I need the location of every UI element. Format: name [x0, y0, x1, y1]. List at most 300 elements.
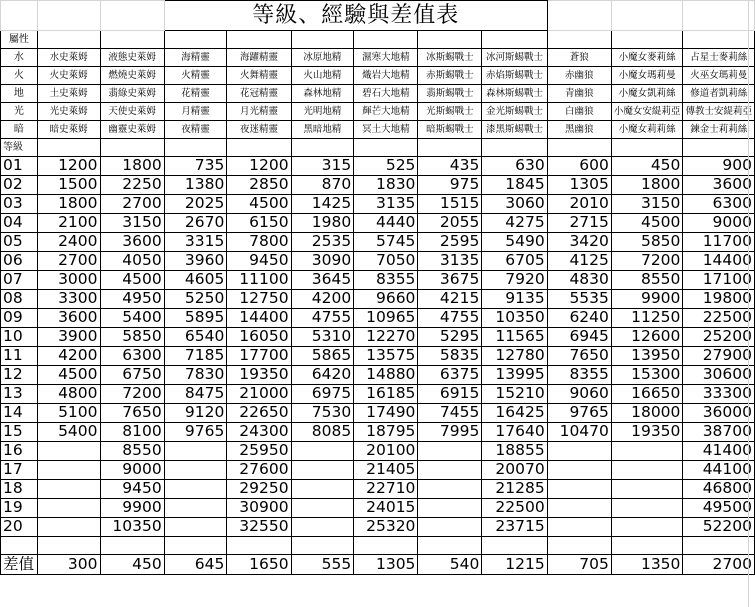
attribute-label: 水: [1, 49, 38, 67]
exp-value-cell: 19800: [683, 290, 755, 309]
title-spacer-left: [100, 1, 164, 31]
exp-value-cell: 16050: [227, 328, 291, 347]
exp-value-cell: [291, 518, 354, 537]
exp-value-cell: 9060: [547, 385, 611, 404]
exp-value-cell: 630: [482, 157, 547, 176]
exp-value-cell: 3060: [482, 195, 547, 214]
exp-value-cell: 2535: [291, 233, 354, 252]
exp-value-cell: 3135: [418, 252, 482, 271]
exp-value-cell: 41400: [683, 442, 755, 461]
exp-value-cell: 8085: [291, 423, 354, 442]
level-number: 05: [1, 233, 38, 252]
monster-name-cell: 月精靈: [164, 103, 227, 121]
monster-name-cell: 碧石大地精: [354, 85, 418, 103]
exp-value-cell: 4500: [100, 271, 164, 290]
exp-value-cell: 7800: [227, 233, 291, 252]
header-blank-cell: [418, 139, 482, 157]
spacer-cell: [100, 537, 164, 555]
monster-name-cell: 傳教士安緹莉亞: [683, 103, 755, 121]
exp-value-cell: 5850: [100, 328, 164, 347]
spacer-cell: [354, 537, 418, 555]
exp-value-cell: 525: [354, 157, 418, 176]
monster-name-cell: 冥土大地精: [354, 121, 418, 139]
exp-value-cell: [164, 499, 227, 518]
exp-value-cell: [611, 480, 683, 499]
monster-name-cell: 占星士麥莉絲: [683, 49, 755, 67]
monster-name-cell: 花冠精靈: [227, 85, 291, 103]
exp-value-cell: 10350: [100, 518, 164, 537]
exp-value-cell: 4755: [418, 309, 482, 328]
diff-value-cell: 300: [37, 555, 100, 575]
exp-value-cell: 17490: [354, 404, 418, 423]
exp-value-cell: 5745: [354, 233, 418, 252]
diff-value-cell: 2700: [683, 555, 755, 575]
exp-value-cell: 4215: [418, 290, 482, 309]
exp-value-cell: [611, 518, 683, 537]
exp-value-cell: 6705: [482, 252, 547, 271]
exp-value-cell: 17640: [482, 423, 547, 442]
header-blank-cell: [482, 139, 547, 157]
exp-value-cell: 975: [418, 176, 482, 195]
monster-name-cell: 海躍精靈: [227, 49, 291, 67]
header-blank-cell: [611, 31, 683, 49]
exp-value-cell: 11250: [611, 309, 683, 328]
exp-value-cell: 1305: [547, 176, 611, 195]
title-spacer-left: [37, 1, 100, 31]
monster-name-cell: 火山地精: [291, 67, 354, 85]
exp-value-cell: 6750: [100, 366, 164, 385]
diff-value-cell: 705: [547, 555, 611, 575]
monster-name-cell: 翡斯蜴戰士: [418, 85, 482, 103]
exp-value-cell: 5400: [100, 309, 164, 328]
exp-value-cell: 1500: [37, 176, 100, 195]
header-blank-cell: [227, 139, 291, 157]
exp-value-cell: [611, 442, 683, 461]
level-number: 03: [1, 195, 38, 214]
exp-value-cell: 870: [291, 176, 354, 195]
level-row: [1, 290, 755, 309]
spacer-cell: [611, 537, 683, 555]
exp-value-cell: [37, 442, 100, 461]
level-header: 等級: [1, 139, 38, 157]
spacer-cell: [683, 537, 755, 555]
monster-name-cell: 燃燒史萊姆: [100, 67, 164, 85]
diff-value-cell: 1650: [227, 555, 291, 575]
exp-value-cell: 3150: [100, 214, 164, 233]
exp-value-cell: [418, 518, 482, 537]
exp-value-cell: [418, 461, 482, 480]
exp-value-cell: 1830: [354, 176, 418, 195]
attribute-label: 光: [1, 103, 38, 121]
exp-value-cell: [418, 499, 482, 518]
spacer-cell: [164, 537, 227, 555]
monster-name-cell: 修道者凱莉絲: [683, 85, 755, 103]
exp-value-cell: [418, 480, 482, 499]
exp-value-cell: 9000: [100, 461, 164, 480]
exp-value-cell: 24300: [227, 423, 291, 442]
exp-value-cell: 9900: [100, 499, 164, 518]
header-blank-cell: [227, 31, 291, 49]
exp-value-cell: 6945: [547, 328, 611, 347]
exp-value-cell: [164, 461, 227, 480]
attribute-row: [1, 121, 755, 139]
level-number: 11: [1, 347, 38, 366]
level-row: [1, 442, 755, 461]
monster-name-cell: 光斯蜴戰士: [418, 103, 482, 121]
exp-value-cell: 600: [547, 157, 611, 176]
monster-name-cell: 熾岩大地精: [354, 67, 418, 85]
exp-value-cell: 21000: [227, 385, 291, 404]
exp-value-cell: 2850: [227, 176, 291, 195]
exp-value-cell: 4605: [164, 271, 227, 290]
header-blank-cell: [354, 31, 418, 49]
attribute-row: [1, 67, 755, 85]
title-spacer-left: [1, 1, 38, 31]
exp-value-cell: 14880: [354, 366, 418, 385]
header-blank-cell: [683, 31, 755, 49]
spacer-cell: [418, 537, 482, 555]
level-number: 08: [1, 290, 38, 309]
exp-value-cell: 7455: [418, 404, 482, 423]
level-row: [1, 195, 755, 214]
exp-value-cell: 9765: [547, 404, 611, 423]
monster-name-cell: 赤幽狼: [547, 67, 611, 85]
level-row: [1, 309, 755, 328]
diff-label: 差值: [1, 555, 38, 575]
exp-value-cell: 3600: [37, 309, 100, 328]
exp-value-cell: 9450: [227, 252, 291, 271]
exp-value-cell: [37, 461, 100, 480]
exp-value-cell: 7995: [418, 423, 482, 442]
exp-value-cell: 52200: [683, 518, 755, 537]
level-row: [1, 233, 755, 252]
exp-value-cell: 315: [291, 157, 354, 176]
exp-value-cell: 3135: [354, 195, 418, 214]
exp-value-cell: 25200: [683, 328, 755, 347]
exp-value-cell: 12780: [482, 347, 547, 366]
exp-value-cell: 9900: [611, 290, 683, 309]
exp-value-cell: 16650: [611, 385, 683, 404]
monster-name-cell: 金光斯蜴戰士: [482, 103, 547, 121]
attribute-label: 火: [1, 67, 38, 85]
spacer-cell: [1, 537, 38, 555]
exp-value-cell: 2595: [418, 233, 482, 252]
exp-value-cell: 1800: [611, 176, 683, 195]
monster-name-cell: 濕寒大地精: [354, 49, 418, 67]
exp-value-cell: 3600: [683, 176, 755, 195]
level-row: [1, 252, 755, 271]
exp-value-cell: [164, 442, 227, 461]
exp-value-cell: 3675: [418, 271, 482, 290]
monster-name-cell: 翡綠史萊姆: [100, 85, 164, 103]
exp-value-cell: [164, 518, 227, 537]
monster-name-cell: 小魔女莉莉絲: [611, 121, 683, 139]
attribute-row: [1, 49, 755, 67]
monster-name-cell: 漆黑斯蜴戰士: [482, 121, 547, 139]
monster-name-cell: 冰河斯蜴戰士: [482, 49, 547, 67]
header-blank-cell: [291, 31, 354, 49]
exp-value-cell: 9135: [482, 290, 547, 309]
attribute-header: 屬性: [1, 31, 38, 49]
attribute-label: 暗: [1, 121, 38, 139]
monster-name-cell: 火精靈: [164, 67, 227, 85]
exp-value-cell: 7650: [547, 347, 611, 366]
header-blank-cell: [37, 139, 100, 157]
exp-value-cell: 5490: [482, 233, 547, 252]
diff-value-cell: 555: [291, 555, 354, 575]
exp-value-cell: 8550: [611, 271, 683, 290]
exp-value-cell: 6240: [547, 309, 611, 328]
exp-value-cell: 9450: [100, 480, 164, 499]
exp-value-cell: [547, 518, 611, 537]
monster-name-cell: 液態史萊姆: [100, 49, 164, 67]
exp-value-cell: 46800: [683, 480, 755, 499]
exp-value-cell: 3090: [291, 252, 354, 271]
exp-value-cell: 7185: [164, 347, 227, 366]
exp-value-cell: 24015: [354, 499, 418, 518]
exp-value-cell: 1980: [291, 214, 354, 233]
exp-value-cell: 38700: [683, 423, 755, 442]
exp-value-cell: 30900: [227, 499, 291, 518]
level-row: [1, 480, 755, 499]
exp-value-cell: 1845: [482, 176, 547, 195]
exp-value-cell: 9120: [164, 404, 227, 423]
exp-value-cell: [611, 461, 683, 480]
exp-value-cell: 9000: [683, 214, 755, 233]
exp-value-cell: 1380: [164, 176, 227, 195]
exp-value-cell: 27900: [683, 347, 755, 366]
exp-value-cell: 6420: [291, 366, 354, 385]
exp-value-cell: 4500: [611, 214, 683, 233]
exp-value-cell: 10965: [354, 309, 418, 328]
attribute-label: 地: [1, 85, 38, 103]
monster-name-cell: 火舞精靈: [227, 67, 291, 85]
exp-value-cell: [37, 499, 100, 518]
exp-value-cell: 8355: [547, 366, 611, 385]
monster-name-cell: 暗斯蜴戰士: [418, 121, 482, 139]
exp-value-cell: 13995: [482, 366, 547, 385]
exp-value-cell: 7530: [291, 404, 354, 423]
monster-name-cell: 花精靈: [164, 85, 227, 103]
exp-value-cell: 15210: [482, 385, 547, 404]
diff-value-cell: 450: [100, 555, 164, 575]
monster-name-cell: 夜精靈: [164, 121, 227, 139]
level-row: [1, 271, 755, 290]
exp-value-cell: 25950: [227, 442, 291, 461]
monster-name-cell: 黑暗地精: [291, 121, 354, 139]
level-number: 06: [1, 252, 38, 271]
exp-value-cell: 2700: [37, 252, 100, 271]
exp-value-cell: [611, 499, 683, 518]
diff-value-cell: 1215: [482, 555, 547, 575]
exp-value-cell: 22500: [482, 499, 547, 518]
level-row: [1, 366, 755, 385]
header-blank-cell: [611, 139, 683, 157]
exp-value-cell: 17100: [683, 271, 755, 290]
exp-value-cell: 6300: [100, 347, 164, 366]
level-number: 18: [1, 480, 38, 499]
exp-value-cell: 19350: [227, 366, 291, 385]
level-number: 19: [1, 499, 38, 518]
exp-value-cell: 33300: [683, 385, 755, 404]
level-row: [1, 157, 755, 176]
exp-value-cell: 5100: [37, 404, 100, 423]
exp-value-cell: 9660: [354, 290, 418, 309]
exp-value-cell: 4125: [547, 252, 611, 271]
monster-name-cell: 暗史萊姆: [37, 121, 100, 139]
header-blank-cell: [164, 31, 227, 49]
monster-name-cell: 光明地精: [291, 103, 354, 121]
spacer-cell: [37, 537, 100, 555]
level-number: 20: [1, 518, 38, 537]
exp-value-cell: 3300: [37, 290, 100, 309]
exp-value-cell: 7200: [611, 252, 683, 271]
level-row: [1, 328, 755, 347]
header-blank-cell: [547, 31, 611, 49]
level-row: [1, 423, 755, 442]
exp-value-cell: 435: [418, 157, 482, 176]
level-number: 16: [1, 442, 38, 461]
attribute-row: [1, 85, 755, 103]
exp-value-cell: [164, 480, 227, 499]
exp-value-cell: 5310: [291, 328, 354, 347]
title-spacer-right: [547, 1, 611, 31]
exp-value-cell: 7050: [354, 252, 418, 271]
exp-value-cell: 6975: [291, 385, 354, 404]
exp-value-cell: 3600: [100, 233, 164, 252]
exp-value-cell: 4800: [37, 385, 100, 404]
exp-value-cell: 18000: [611, 404, 683, 423]
exp-value-cell: [547, 499, 611, 518]
monster-name-cell: 青幽狼: [547, 85, 611, 103]
exp-value-cell: 5850: [611, 233, 683, 252]
monster-name-cell: 月光精靈: [227, 103, 291, 121]
exp-value-cell: 4500: [37, 366, 100, 385]
spacer-cell: [547, 537, 611, 555]
level-number: 14: [1, 404, 38, 423]
exp-value-cell: 13575: [354, 347, 418, 366]
exp-value-cell: 4200: [37, 347, 100, 366]
exp-value-cell: 6915: [418, 385, 482, 404]
exp-value-cell: 8550: [100, 442, 164, 461]
exp-value-cell: 14400: [683, 252, 755, 271]
exp-value-cell: 3150: [611, 195, 683, 214]
exp-value-cell: 44100: [683, 461, 755, 480]
monster-name-cell: 幽靈史萊姆: [100, 121, 164, 139]
header-blank-cell: [164, 139, 227, 157]
header-blank-cell: [354, 139, 418, 157]
exp-value-cell: 5895: [164, 309, 227, 328]
exp-value-cell: 6540: [164, 328, 227, 347]
level-row: [1, 461, 755, 480]
exp-value-cell: 29250: [227, 480, 291, 499]
exp-value-cell: 3900: [37, 328, 100, 347]
exp-value-cell: 17700: [227, 347, 291, 366]
header-blank-cell: [683, 139, 755, 157]
exp-value-cell: 900: [683, 157, 755, 176]
exp-value-cell: [547, 480, 611, 499]
level-number: 15: [1, 423, 38, 442]
exp-value-cell: 7920: [482, 271, 547, 290]
exp-value-cell: 735: [164, 157, 227, 176]
header-blank-cell: [37, 31, 100, 49]
monster-name-cell: 鍊金士莉莉絲: [683, 121, 755, 139]
exp-value-cell: 8355: [354, 271, 418, 290]
exp-value-cell: 16185: [354, 385, 418, 404]
monster-name-cell: 小魔女麥莉絲: [611, 49, 683, 67]
header-blank-cell: [100, 31, 164, 49]
exp-value-cell: 1200: [227, 157, 291, 176]
exp-value-cell: 2055: [418, 214, 482, 233]
exp-value-cell: 5865: [291, 347, 354, 366]
exp-value-cell: 5535: [547, 290, 611, 309]
exp-value-cell: 3645: [291, 271, 354, 290]
header-blank-cell: [100, 139, 164, 157]
diff-value-cell: 1305: [354, 555, 418, 575]
exp-value-cell: [291, 480, 354, 499]
exp-value-cell: 1425: [291, 195, 354, 214]
spacer-row: [1, 537, 755, 555]
exp-value-cell: 2670: [164, 214, 227, 233]
header-blank-cell: [482, 31, 547, 49]
exp-value-cell: 7200: [100, 385, 164, 404]
exp-value-cell: 1200: [37, 157, 100, 176]
header-blank-cell: [418, 31, 482, 49]
exp-value-cell: 6150: [227, 214, 291, 233]
diff-value-cell: 1350: [611, 555, 683, 575]
exp-value-cell: 12270: [354, 328, 418, 347]
exp-value-cell: 21405: [354, 461, 418, 480]
exp-value-cell: 5250: [164, 290, 227, 309]
exp-value-cell: 3000: [37, 271, 100, 290]
exp-value-cell: 12750: [227, 290, 291, 309]
exp-value-cell: 49500: [683, 499, 755, 518]
monster-name-cell: 土史萊姆: [37, 85, 100, 103]
exp-value-cell: 4200: [291, 290, 354, 309]
exp-value-cell: 2715: [547, 214, 611, 233]
sheet-gridline: [748, 0, 755, 607]
spacer-cell: [482, 537, 547, 555]
monster-name-cell: 冰斯蜴戰士: [418, 49, 482, 67]
exp-value-cell: 3420: [547, 233, 611, 252]
exp-value-cell: 6375: [418, 366, 482, 385]
level-number: 02: [1, 176, 38, 195]
exp-value-cell: 450: [611, 157, 683, 176]
title-spacer-right: [611, 1, 683, 31]
exp-value-cell: 21285: [482, 480, 547, 499]
title-spacer-right: [683, 1, 755, 31]
exp-value-cell: 23715: [482, 518, 547, 537]
exp-value-cell: 22650: [227, 404, 291, 423]
exp-value-cell: 18855: [482, 442, 547, 461]
exp-value-cell: 1800: [37, 195, 100, 214]
monster-name-cell: 黑幽狼: [547, 121, 611, 139]
exp-value-cell: [37, 518, 100, 537]
monster-name-cell: 夜迷精靈: [227, 121, 291, 139]
exp-value-cell: 30600: [683, 366, 755, 385]
monster-name-cell: 森林斯蜴戰士: [482, 85, 547, 103]
monster-name-cell: 小魔女凱莉絲: [611, 85, 683, 103]
exp-value-cell: 10350: [482, 309, 547, 328]
exp-value-cell: 22500: [683, 309, 755, 328]
level-number: 12: [1, 366, 38, 385]
diff-value-cell: 540: [418, 555, 482, 575]
level-number: 01: [1, 157, 38, 176]
level-row: [1, 404, 755, 423]
exp-value-cell: 2025: [164, 195, 227, 214]
level-row: [1, 347, 755, 366]
exp-value-cell: 15300: [611, 366, 683, 385]
